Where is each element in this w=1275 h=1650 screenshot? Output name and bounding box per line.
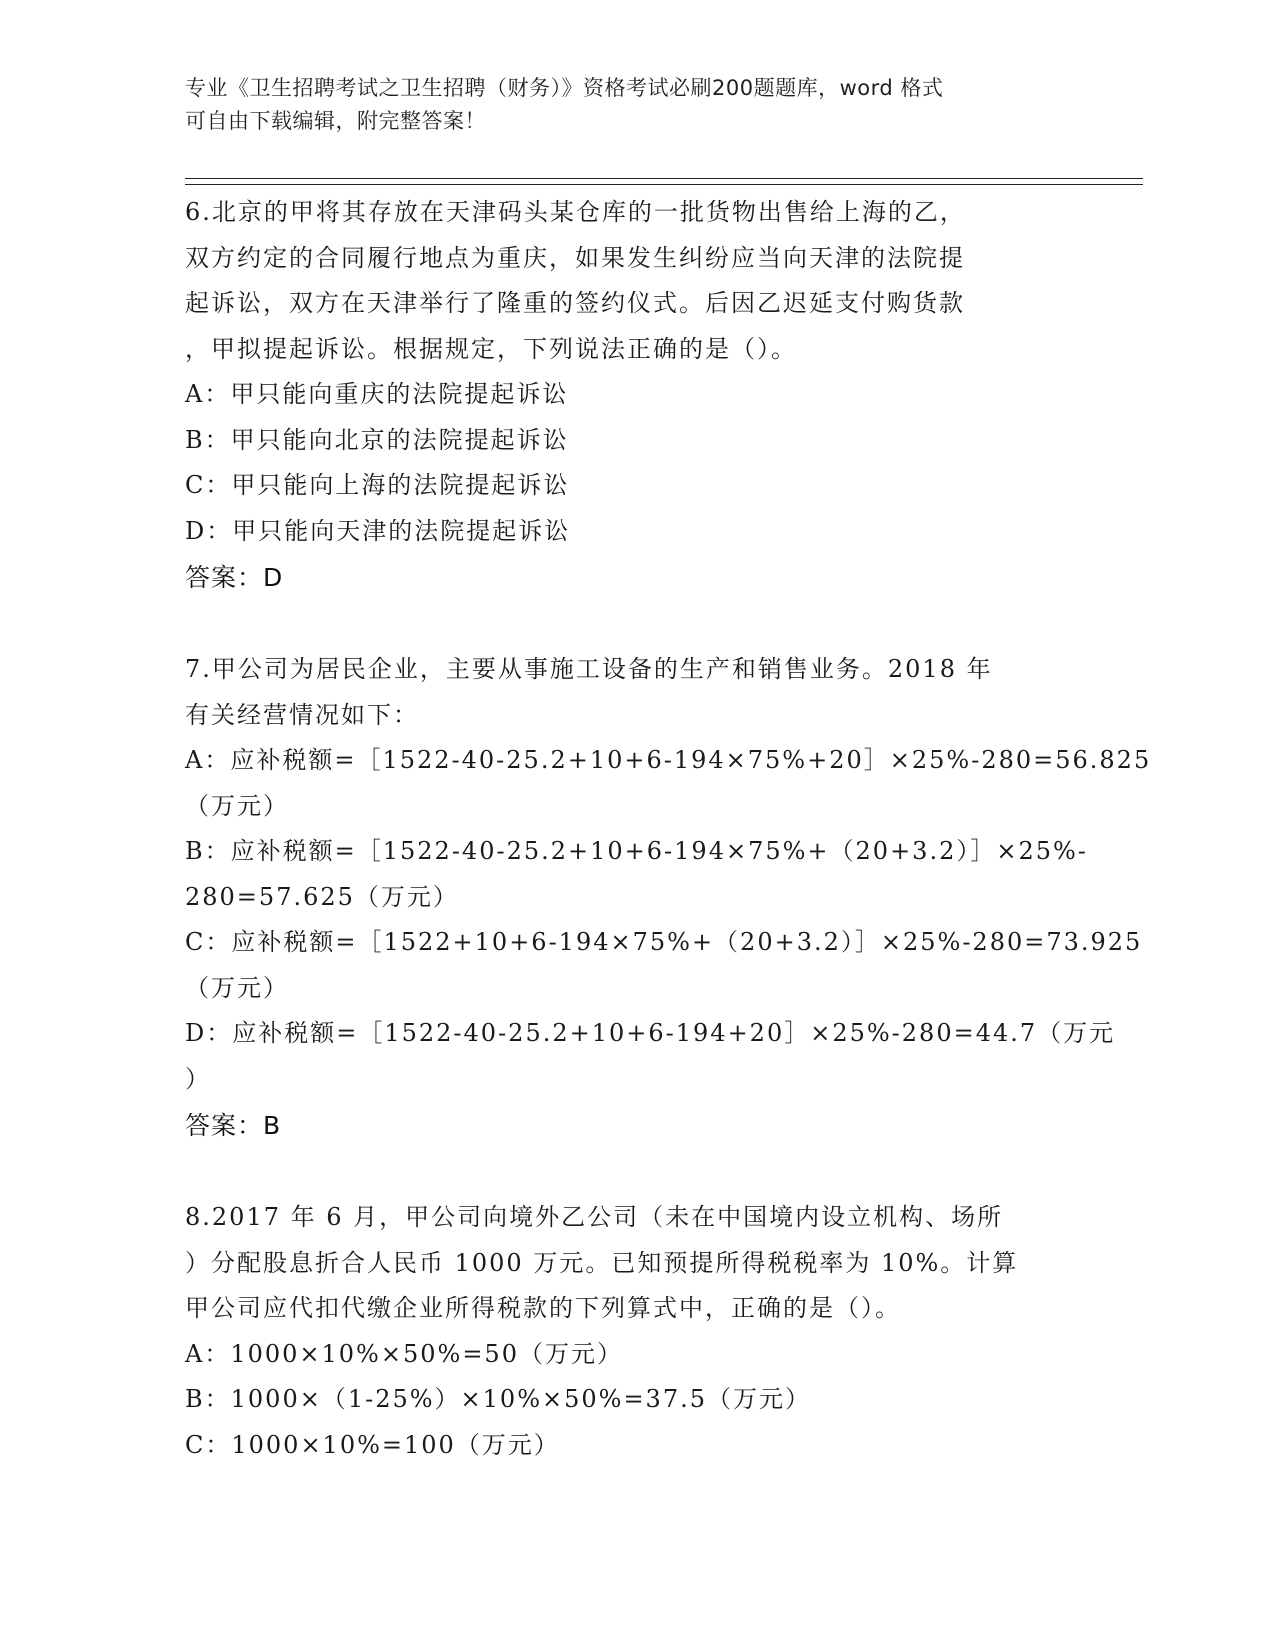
answer-line: 答案：D — [185, 563, 284, 592]
answer-line: 答案：B — [185, 1111, 282, 1140]
question-spacer — [185, 1150, 1085, 1195]
option-d: D：甲只能向天津的法院提起诉讼 — [185, 516, 571, 545]
question-text-line: 7.甲公司为居民企业，主要从事施工设备的生产和销售业务。2018 年 — [185, 655, 993, 683]
question-8 — [185, 1195, 1085, 1468]
header-rule-top — [185, 178, 1143, 179]
header-rule-bottom — [185, 184, 1143, 185]
question-text-line: 8.2017 年 6 月，甲公司向境外乙公司（未在中国境内设立机构、场所 — [185, 1203, 1004, 1231]
option-b: B：1000×（1-25%）×10%×50%=37.5（万元） — [185, 1385, 811, 1413]
question-list — [185, 190, 1152, 1468]
option-a: A：1000×10%×50%=50（万元） — [185, 1339, 623, 1368]
document-header — [185, 72, 1065, 138]
question-text-line: 起诉讼，双方在天津举行了隆重的签约仪式。后因乙迟延支付购货款 — [185, 289, 965, 317]
option-b: B：甲只能向北京的法院提起诉讼 — [185, 425, 569, 454]
option-c: C：1000×10%=100（万元） — [185, 1430, 560, 1459]
option-b: B：应补税额=［1522-40-25.2+10+6-194×75%+（20+3.2）］×25%- — [185, 837, 1088, 865]
header-line-2: 可自由下载编辑，附完整答案！ — [185, 109, 486, 133]
header-line-1: 专业《卫生招聘考试之卫生招聘（财务）》资格考试必刷200题题库，word 格式 — [185, 76, 944, 100]
option-a-continued: （万元） — [185, 791, 289, 820]
option-c-continued: （万元） — [185, 973, 289, 1002]
option-a: A：甲只能向重庆的法院提起诉讼 — [185, 380, 569, 408]
option-d-continued: ） — [185, 1064, 211, 1093]
option-d: D：应补税额=［1522-40-25.2+10+6-194+20］×25%-280=44.7（万元 — [185, 1019, 1116, 1047]
question-7 — [185, 647, 1152, 1150]
question-text-line: ）分配股息折合人民币 1000 万元。已知预提所得税税率为 10%。计算 — [185, 1248, 1019, 1277]
option-c: C：甲只能向上海的法院提起诉讼 — [185, 471, 570, 499]
question-spacer — [185, 602, 1085, 647]
question-text-line: 有关经营情况如下： — [185, 700, 419, 729]
question-text-line: 甲公司应代扣代缴企业所得税款的下列算式中，正确的是（）。 — [185, 1294, 901, 1322]
option-c: C：应补税额=［1522+10+6-194×75%+（20+3.2）］×25%-280=73.925 — [185, 928, 1143, 956]
question-text-line: 双方约定的合同履行地点为重庆，如果发生纠纷应当向天津的法院提 — [185, 243, 965, 272]
question-text-line: 6.北京的甲将其存放在天津码头某仓库的一批货物出售给上海的乙， — [185, 198, 966, 226]
option-a: A：应补税额=［1522-40-25.2+10+6-194×75%+20］×25%-280=56.825 — [185, 746, 1152, 774]
question-text-line: ，甲拟提起诉讼。根据规定，下列说法正确的是（）。 — [185, 334, 797, 363]
question-6 — [185, 190, 1085, 602]
option-b-continued: 280=57.625（万元） — [185, 882, 459, 911]
